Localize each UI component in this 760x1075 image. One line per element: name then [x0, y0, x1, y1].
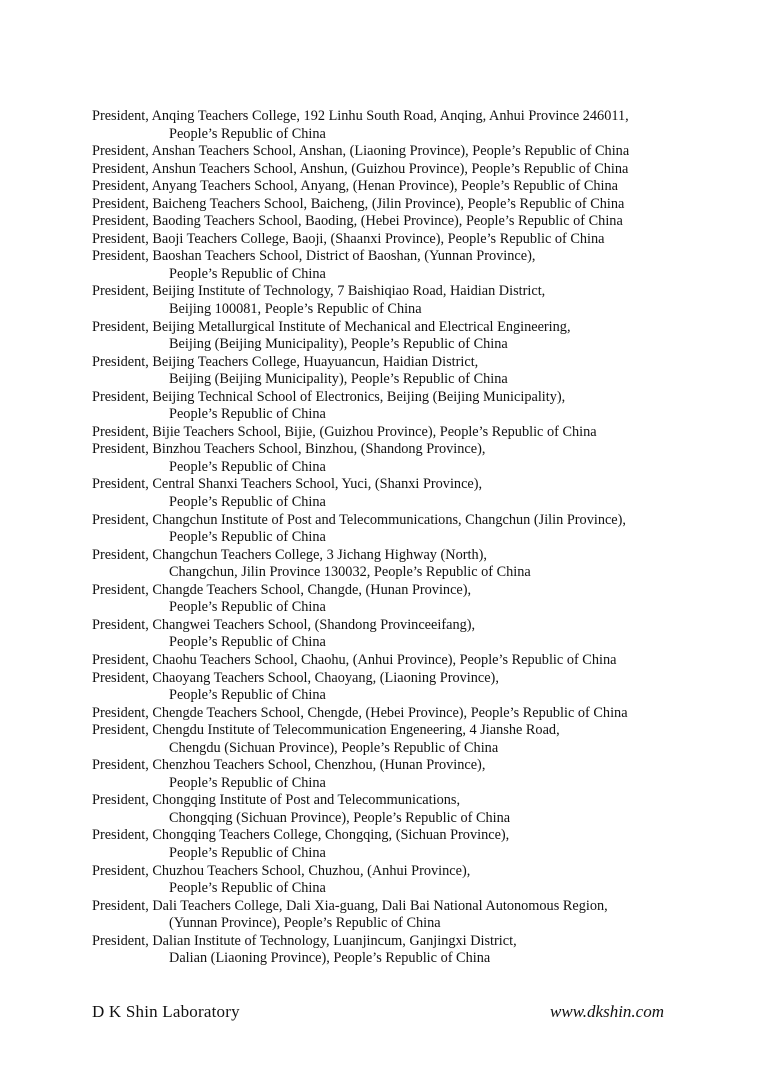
- entry-line: President, Baoji Teachers College, Baoji, (Shaanxi Province), People’s Republic of China: [92, 230, 605, 247]
- address-entry: [92, 652, 692, 670]
- footer-publisher: D K Shin Laboratory: [92, 1002, 240, 1021]
- entry-line: President, Chaoyang Teachers School, Chaoyang, (Liaoning Province),: [92, 669, 499, 686]
- address-entry: [92, 213, 692, 231]
- entry-line: President, Beijing Teachers College, Huayuancun, Haidian District,: [92, 353, 479, 370]
- entry-line: President, Beijing Institute of Technology, 7 Baishiqiao Road, Haidian District,: [92, 283, 546, 300]
- address-entry: [92, 827, 692, 862]
- address-entry: [92, 476, 692, 511]
- entry-line: President, Baoding Teachers School, Baoding, (Hebei Province), People’s Republic of China: [92, 213, 623, 230]
- page-footer: [92, 1002, 664, 1026]
- entry-line: President, Dali Teachers College, Dali Xia-guang, Dali Bai National Autonomous Region,: [92, 897, 608, 914]
- entry-line: President, Chenzhou Teachers School, Chenzhou, (Hunan Province),: [92, 757, 486, 774]
- address-entry: [92, 231, 692, 249]
- address-list: [92, 108, 692, 968]
- entry-line: President, Chengde Teachers School, Chengde, (Hebei Province), People’s Republic of China: [92, 704, 628, 721]
- entry-line: President, Chongqing Institute of Post and Telecommunications,: [92, 792, 461, 809]
- entry-line: President, Bijie Teachers School, Bijie, (Guizhou Province), People’s Republic of China: [92, 423, 597, 440]
- entry-line: President, Baicheng Teachers School, Baicheng, (Jilin Province), People’s Republic of China: [92, 195, 625, 212]
- address-entry: [92, 898, 692, 933]
- address-entry: [92, 582, 692, 617]
- entry-line: President, Chongqing Teachers College, Chongqing, (Sichuan Province),: [92, 827, 510, 844]
- entry-continuation-line: Beijing (Beijing Municipality), People’s Republic of China: [169, 336, 508, 353]
- entry-continuation-line: People’s Republic of China: [169, 458, 326, 475]
- address-entry: [92, 792, 692, 827]
- entry-continuation-line: People’s Republic of China: [169, 265, 326, 282]
- entry-continuation-line: People’s Republic of China: [169, 880, 326, 897]
- address-entry: [92, 424, 692, 442]
- entry-continuation-line: People’s Republic of China: [169, 494, 326, 511]
- entry-line: President, Changde Teachers School, Changde, (Hunan Province),: [92, 581, 472, 598]
- address-entry: [92, 161, 692, 179]
- address-entry: [92, 143, 692, 161]
- address-entry: [92, 441, 692, 476]
- entry-line: President, Changchun Institute of Post and Telecommunications, Changchun (Jilin Province),: [92, 511, 626, 528]
- entry-continuation-line: Beijing 100081, People’s Republic of China: [169, 301, 422, 318]
- entry-continuation-line: People’s Republic of China: [169, 687, 326, 704]
- entry-continuation-line: People’s Republic of China: [169, 529, 326, 546]
- entry-continuation-line: People’s Republic of China: [169, 634, 326, 651]
- address-entry: [92, 512, 692, 547]
- entry-line: President, Beijing Technical School of Electronics, Beijing (Beijing Municipality),: [92, 388, 566, 405]
- entry-continuation-line: Changchun, Jilin Province 130032, People’s Republic of China: [169, 564, 531, 581]
- address-entry: [92, 863, 692, 898]
- address-entry: [92, 705, 692, 723]
- entry-line: President, Anshun Teachers School, Anshun, (Guizhou Province), People’s Republic of China: [92, 160, 629, 177]
- address-entry: [92, 178, 692, 196]
- entry-line: President, Changwei Teachers School, (Shandong Provinceeifang),: [92, 616, 476, 633]
- entry-continuation-line: People’s Republic of China: [169, 125, 326, 142]
- entry-line: President, Anshan Teachers School, Anshan, (Liaoning Province), People’s Republic of China: [92, 143, 630, 160]
- address-entry: [92, 283, 692, 318]
- address-entry: [92, 933, 692, 968]
- entry-line: President, Chaohu Teachers School, Chaohu, (Anhui Province), People’s Republic of China: [92, 651, 617, 668]
- entry-continuation-line: (Yunnan Province), People’s Republic of China: [169, 915, 441, 932]
- address-entry: [92, 196, 692, 214]
- entry-line: President, Anyang Teachers School, Anyang, (Henan Province), People’s Republic of China: [92, 178, 619, 195]
- address-entry: [92, 354, 692, 389]
- address-entry: [92, 389, 692, 424]
- address-entry: [92, 670, 692, 705]
- address-entry: [92, 722, 692, 757]
- entry-line: President, Anqing Teachers College, 192 Linhu South Road, Anqing, Anhui Province 246011,: [92, 108, 629, 124]
- entry-continuation-line: Chongqing (Sichuan Province), People’s Republic of China: [169, 809, 511, 826]
- footer-website: www.dkshin.com: [550, 1002, 664, 1021]
- entry-line: President, Central Shanxi Teachers School, Yuci, (Shanxi Province),: [92, 476, 483, 493]
- address-entry: [92, 108, 692, 143]
- entry-continuation-line: People’s Republic of China: [169, 599, 326, 616]
- entry-continuation-line: People’s Republic of China: [169, 774, 326, 791]
- entry-line: President, Chengdu Institute of Telecommunication Engeneering, 4 Jianshe Road,: [92, 722, 560, 739]
- entry-continuation-line: Chengdu (Sichuan Province), People’s Republic of China: [169, 739, 499, 756]
- entry-line: President, Beijing Metallurgical Institute of Mechanical and Electrical Engineering,: [92, 318, 571, 335]
- entry-line: President, Baoshan Teachers School, District of Baoshan, (Yunnan Province),: [92, 248, 536, 265]
- entry-continuation-line: People’s Republic of China: [169, 844, 326, 861]
- address-entry: [92, 319, 692, 354]
- entry-line: President, Binzhou Teachers School, Binzhou, (Shandong Province),: [92, 441, 486, 458]
- entry-continuation-line: Dalian (Liaoning Province), People’s Republic of China: [169, 950, 491, 967]
- entry-line: President, Chuzhou Teachers School, Chuzhou, (Anhui Province),: [92, 862, 471, 879]
- entry-line: President, Dalian Institute of Technology, Luanjincum, Ganjingxi District,: [92, 932, 517, 949]
- address-entry: [92, 757, 692, 792]
- address-entry: [92, 248, 692, 283]
- entry-continuation-line: People’s Republic of China: [169, 406, 326, 423]
- address-entry: [92, 617, 692, 652]
- entry-continuation-line: Beijing (Beijing Municipality), People’s Republic of China: [169, 371, 508, 388]
- entry-line: President, Changchun Teachers College, 3 Jichang Highway (North),: [92, 546, 487, 563]
- address-entry: [92, 547, 692, 582]
